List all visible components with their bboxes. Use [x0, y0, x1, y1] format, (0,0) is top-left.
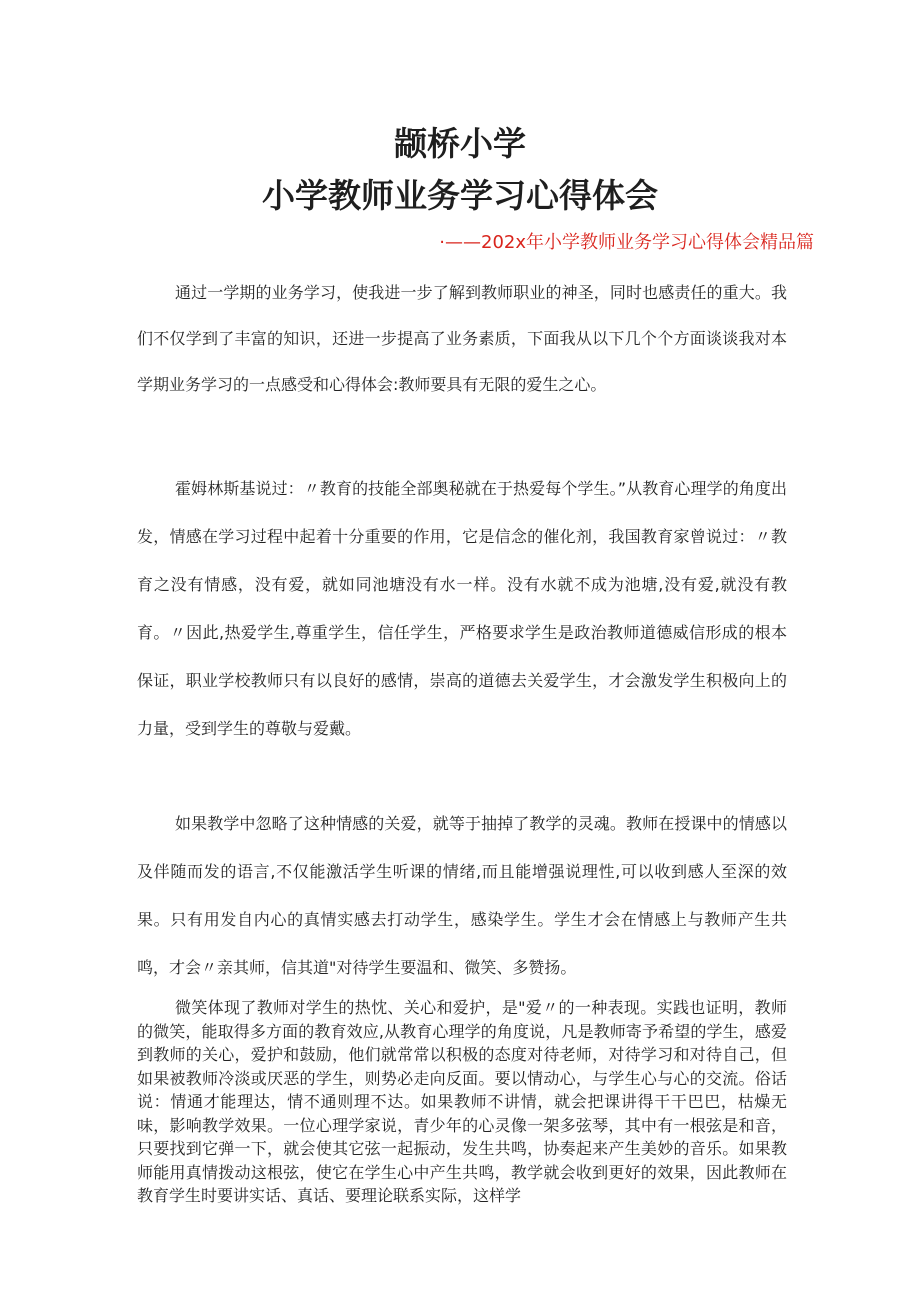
paragraph-love-quote: 霍姆林斯基说过：〃教育的技能全部奥秘就在于热爱每个学生。”从教育心理学的角度出发，情感在学习过程中起着十分重要的作用，它是信念的催化剂，我国教育家曾说过：〃教育之没有情感，没有爱，就如同池塘没有水一样。没有水就不成为池塘,没有爱,就没有教育。〃因此,热爱学生,尊重学生，信任学生，严格要求学生是政治教师道德威信形成的根本保证，职业学校教师只有以良好的感情，崇高的道德去关爱学生，才会激发学生积极向上的力量，受到学生的尊敬与爱戴。	[137, 479, 787, 738]
paragraph-intro: 通过一学期的业务学习，使我进一步了解到教师职业的神圣，同时也感责任的重大。我们不仅学到了丰富的知识，还进一步提高了业务素质，下面我从以下几个个方面谈谈我对本学期业务学习的一点感受和心得体会:教师要具有无限的爱生之心。	[137, 283, 787, 394]
school-title: 颛桥小学	[394, 124, 526, 163]
paragraph-emotion: 如果教学中忽略了这种情感的关爱，就等于抽掉了教学的灵魂。教师在授课中的情感以及伴随而发的语言,不仅能激活学生听课的情绪,而且能增强说理性,可以收到感人至深的效果。只有用发自内心的真情实感去打动学生，感染学生。学生才会在情感上与教师产生共鸣，才会〃亲其师，信其道"对待学生要温和、微笑、多赞扬。	[137, 814, 787, 977]
paragraph-smile: 微笑体现了教师对学生的热忱、关心和爱护，是"爱〃的一种表现。实践也证明，教师的微笑，能取得多方面的教育效应,从教育心理学的角度说，凡是教师寄予希望的学生，感爱到教师的关心，爱护和鼓励，他们就常常以积极的态度对待老师，对待学习和对待自己，但如果被教师冷淡或厌恶的学生，则势必走向反面。要以情动心，与学生心与心的交流。俗话说：情通才能理达，情不通则理不达。如果教师不讲情，就会把课讲得干干巴巴，枯燥无味，影响教学效果。一位心理学家说，青少年的心灵像一架多弦琴，其中有一根弦是和音，只要找到它弹一下，就会使其它弦一起振动，发生共鸣，协奏起来产生美妙的音乐。如果教师能用真情拨动这根弦，使它在学生心中产生共鸣，教学就会收到更好的效果，因此教师在教育学生时要讲实话、真话、要理论联系实际，这样学	[137, 998, 787, 1205]
subtitle: ·——202x年小学教师业务学习心得体会精品篇	[439, 232, 814, 253]
main-title: 小学教师业务学习心得体会	[262, 176, 658, 215]
